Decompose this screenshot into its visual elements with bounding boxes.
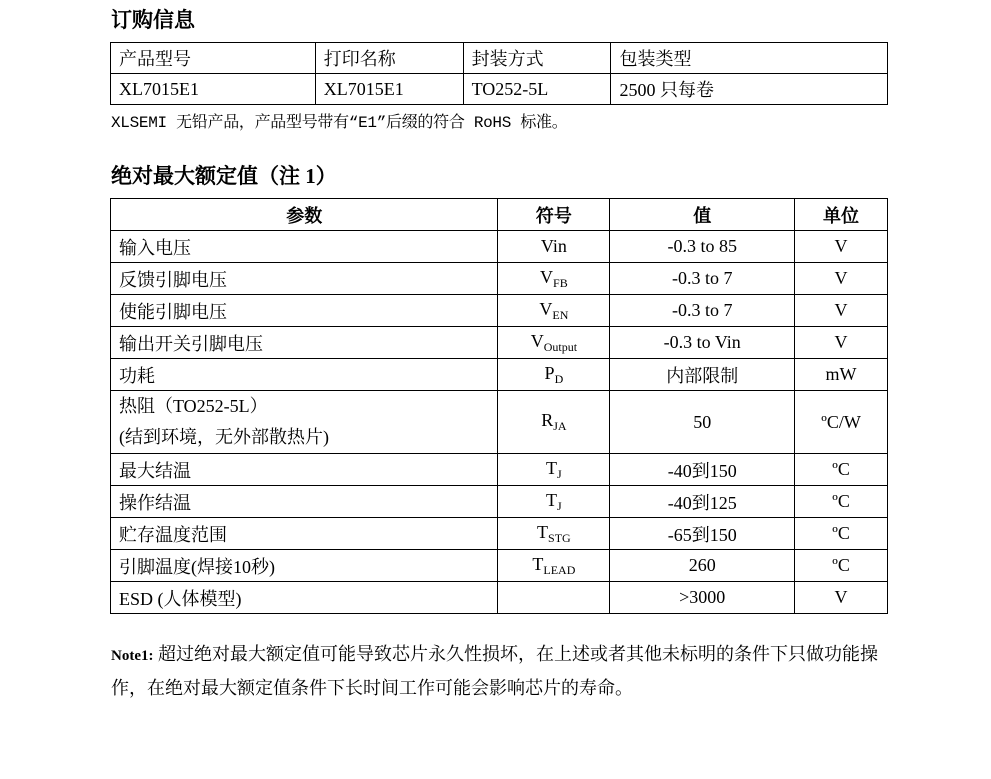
param-cell <box>111 295 498 327</box>
param-label: 输入电压 <box>119 237 191 258</box>
param-cell <box>111 518 498 550</box>
ratings-row <box>111 518 888 550</box>
symbol-subscript: Output <box>543 339 578 354</box>
symbol-main: R <box>541 410 554 430</box>
unit-cell: ºC <box>795 486 888 518</box>
note1-text: 超过绝对最大额定值可能导致芯片永久性损坏，在上述或者其他未标明的条件下只做功能操作，在绝对最大额定值条件下长时间工作可能会影响芯片的寿命。 <box>111 644 878 698</box>
value-cell: -65到150 <box>610 518 795 550</box>
ordering-table <box>110 42 888 105</box>
param-label: 使能引脚电压 <box>119 301 227 322</box>
ordering-header-cell: 封装方式 <box>463 43 611 74</box>
param-label: ESD (人体模型) <box>119 588 242 609</box>
param-label: 输出开关引脚电压 <box>119 333 263 354</box>
ratings-row <box>111 359 888 391</box>
note1-paragraph <box>111 638 901 704</box>
ratings-header-cell: 单位 <box>795 199 888 231</box>
ratings-row <box>111 295 888 327</box>
symbol-cell <box>498 295 610 327</box>
symbol-subscript: LEAD <box>543 562 576 577</box>
unit-cell: V <box>795 231 888 263</box>
symbol-main: Vin <box>540 236 567 256</box>
symbol-subscript: J <box>557 466 562 481</box>
symbol-cell <box>498 231 610 263</box>
value-cell: -0.3 to 7 <box>610 263 795 295</box>
param-label: 热阻（TO252-5L） <box>119 396 268 416</box>
ordering-cell: 2500 只每卷 <box>611 74 888 105</box>
symbol-subscript: J <box>557 498 562 513</box>
unit-cell: V <box>795 263 888 295</box>
unit-cell: ºC <box>795 518 888 550</box>
ratings-table <box>110 198 888 614</box>
ratings-row <box>111 391 888 454</box>
ordering-header-row <box>111 43 888 74</box>
ratings-header-row <box>111 199 888 231</box>
ratings-row <box>111 327 888 359</box>
symbol-subscript: JA <box>553 419 567 433</box>
param-cell <box>111 391 498 454</box>
unit-cell: V <box>795 582 888 614</box>
symbol-cell <box>498 550 610 582</box>
symbol-cell <box>498 359 610 391</box>
value-cell: >3000 <box>610 582 795 614</box>
value-cell: -0.3 to 7 <box>610 295 795 327</box>
ordering-cell: XL7015E1 <box>315 74 463 105</box>
param-cell <box>111 327 498 359</box>
symbol-cell <box>498 263 610 295</box>
param-cell <box>111 359 498 391</box>
symbol-main: T <box>537 521 549 542</box>
ratings-row <box>111 550 888 582</box>
value-cell: -0.3 to 85 <box>610 231 795 263</box>
unit-cell: V <box>795 327 888 359</box>
param-label: 最大结温 <box>119 460 191 481</box>
ordering-header-cell: 产品型号 <box>111 43 316 74</box>
param-cell <box>111 550 498 582</box>
param-label: 贮存温度范围 <box>119 524 227 545</box>
param-cell <box>111 486 498 518</box>
param-label-line2: (结到环境，无外部散热片) <box>119 427 329 447</box>
symbol-main: V <box>540 266 554 287</box>
symbol-subscript: EN <box>552 307 569 322</box>
param-label: 功耗 <box>119 365 155 386</box>
value-cell: -0.3 to Vin <box>610 327 795 359</box>
note1-label: Note1: <box>111 648 154 664</box>
symbol-main: P <box>544 362 555 383</box>
symbol-subscript: FB <box>553 275 568 290</box>
param-label: 引脚温度(焊接10秒) <box>119 556 275 577</box>
symbol-main: V <box>539 298 553 319</box>
ratings-row <box>111 454 888 486</box>
value-cell: 50 <box>610 391 795 454</box>
ratings-header-cell: 值 <box>610 199 795 231</box>
ratings-title: 绝对最大额定值（注 1） <box>111 164 337 188</box>
symbol-cell <box>498 486 610 518</box>
symbol-cell <box>498 454 610 486</box>
symbol-subscript: STG <box>548 530 571 545</box>
param-cell <box>111 263 498 295</box>
symbol-cell <box>498 518 610 550</box>
param-cell <box>111 582 498 614</box>
ratings-row <box>111 486 888 518</box>
symbol-main: V <box>530 330 544 351</box>
ordering-note: XLSEMI 无铅产品，产品型号带有“E1”后缀的符合 RoHS 标准。 <box>111 114 568 132</box>
ordering-header-cell: 打印名称 <box>315 43 463 74</box>
ordering-cell: XL7015E1 <box>111 74 316 105</box>
param-cell <box>111 231 498 263</box>
param-cell <box>111 454 498 486</box>
symbol-cell <box>498 582 610 614</box>
ordering-header-cell: 包装类型 <box>611 43 888 74</box>
param-label: 操作结温 <box>119 492 191 513</box>
unit-cell: V <box>795 295 888 327</box>
symbol-cell <box>498 391 610 454</box>
symbol-cell <box>498 327 610 359</box>
value-cell: -40到125 <box>610 486 795 518</box>
symbol-main: T <box>532 553 544 574</box>
value-cell: -40到150 <box>610 454 795 486</box>
param-label: 反馈引脚电压 <box>119 269 227 290</box>
symbol-subscript: D <box>554 371 564 386</box>
ordering-data-row <box>111 74 888 105</box>
ratings-header-cell: 参数 <box>111 199 498 231</box>
ordering-cell: TO252-5L <box>463 74 611 105</box>
symbol-main: T <box>546 489 558 510</box>
ratings-row <box>111 582 888 614</box>
unit-cell: ºC <box>795 550 888 582</box>
ordering-title: 订购信息 <box>111 8 195 32</box>
symbol-main: T <box>546 457 558 478</box>
unit-cell: ºC/W <box>795 391 888 454</box>
value-cell: 260 <box>610 550 795 582</box>
ratings-row <box>111 263 888 295</box>
ratings-header-cell: 符号 <box>498 199 610 231</box>
unit-cell: ºC <box>795 454 888 486</box>
value-cell: 内部限制 <box>610 359 795 391</box>
unit-cell: mW <box>795 359 888 391</box>
ratings-row <box>111 231 888 263</box>
